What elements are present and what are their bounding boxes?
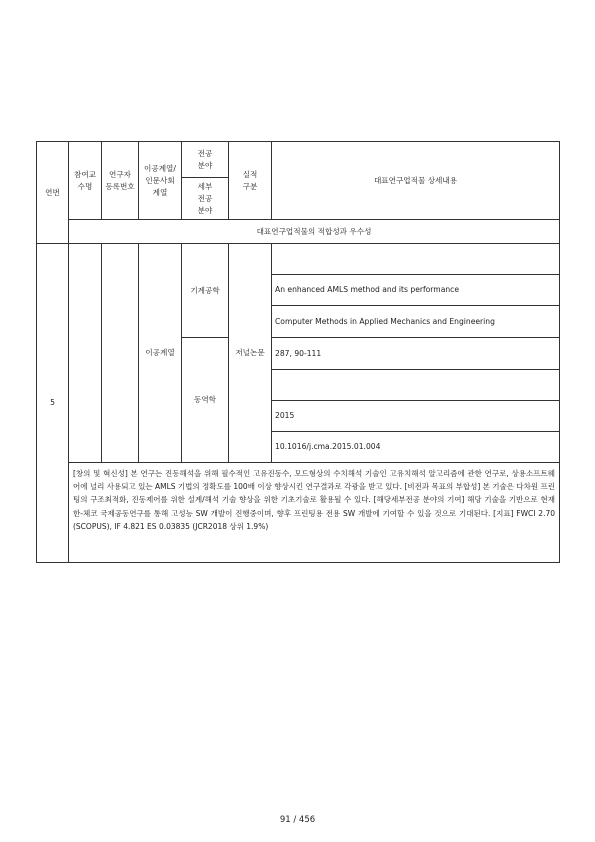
detail-year: 2015 [272,401,560,432]
row-sub-major: 동역학 [182,338,229,463]
achievement-table [36,141,560,563]
detail-journal: Computer Methods in Applied Mechanics and Engineering [272,306,560,338]
row-field-group: 이공계열 [139,244,182,463]
header-representative-details: 대표연구업적물 상세내용 [272,142,560,220]
header-major-field: 전공 분야 [182,142,229,178]
header-field-group: 이공계열/ 인문사회 계열 [139,142,182,220]
participant-cell [69,244,102,463]
detail-line-5 [272,370,560,401]
detail-pages: 287, 90-111 [272,338,560,370]
header-participant: 참여교 수명 [69,142,102,220]
header-suitability: 대표연구업적물의 적합성과 우수성 [69,220,560,244]
researcher-reg-cell [102,244,139,463]
detail-line-1 [272,244,560,275]
header-achievement-type: 실적 구분 [229,142,272,220]
header-researcher-reg: 연구자 등록번호 [102,142,139,220]
suitability-description: [창의 및 혁신성] 본 연구는 진동해석을 위해 필수적인 고유진동수, 모드형상의 수치해석 기술인 고유치해석 알고리즘에 관한 연구로, 상용소프트웨어에 널리 사용되고 있는 AMLS 기법의 정확도를 100배 이상 향상시킨 연구결과로 각광을 받고 있다. [비전과 목표의 부합성] 본 기술은 다차원 프린팅의 구조최적화, 진동제어를 위한 설계/해석 기술 향상을 위한 기초기술로 활용될 수 있다. [해당세부전공 분야의 기여] 해당 기술을 기반으로 현재 한-체코 국제공동연구를 통해 고성능 SW 개발이 진행중이며, 향후 프린팅용 전용 SW 개발에 기여할 수 있을 것으로 기대된다. [지표] FWCI 2.70 (SCOPUS), IF 4.821 ES 0.03835 (JCR2018 상위 1.9%) [69,463,560,563]
row-major-field: 기계공학 [182,244,229,338]
page-number: 91 / 456 [279,815,316,825]
detail-doi: 10.1016/j.cma.2015.01.004 [272,432,560,463]
row-serial: 5 [37,244,69,563]
header-serial: 연번 [37,142,69,244]
header-sub-major: 세부 전공 분야 [182,178,229,220]
row-achievement-type: 저널논문 [229,244,272,463]
detail-title: An enhanced AMLS method and its performance [272,275,560,306]
